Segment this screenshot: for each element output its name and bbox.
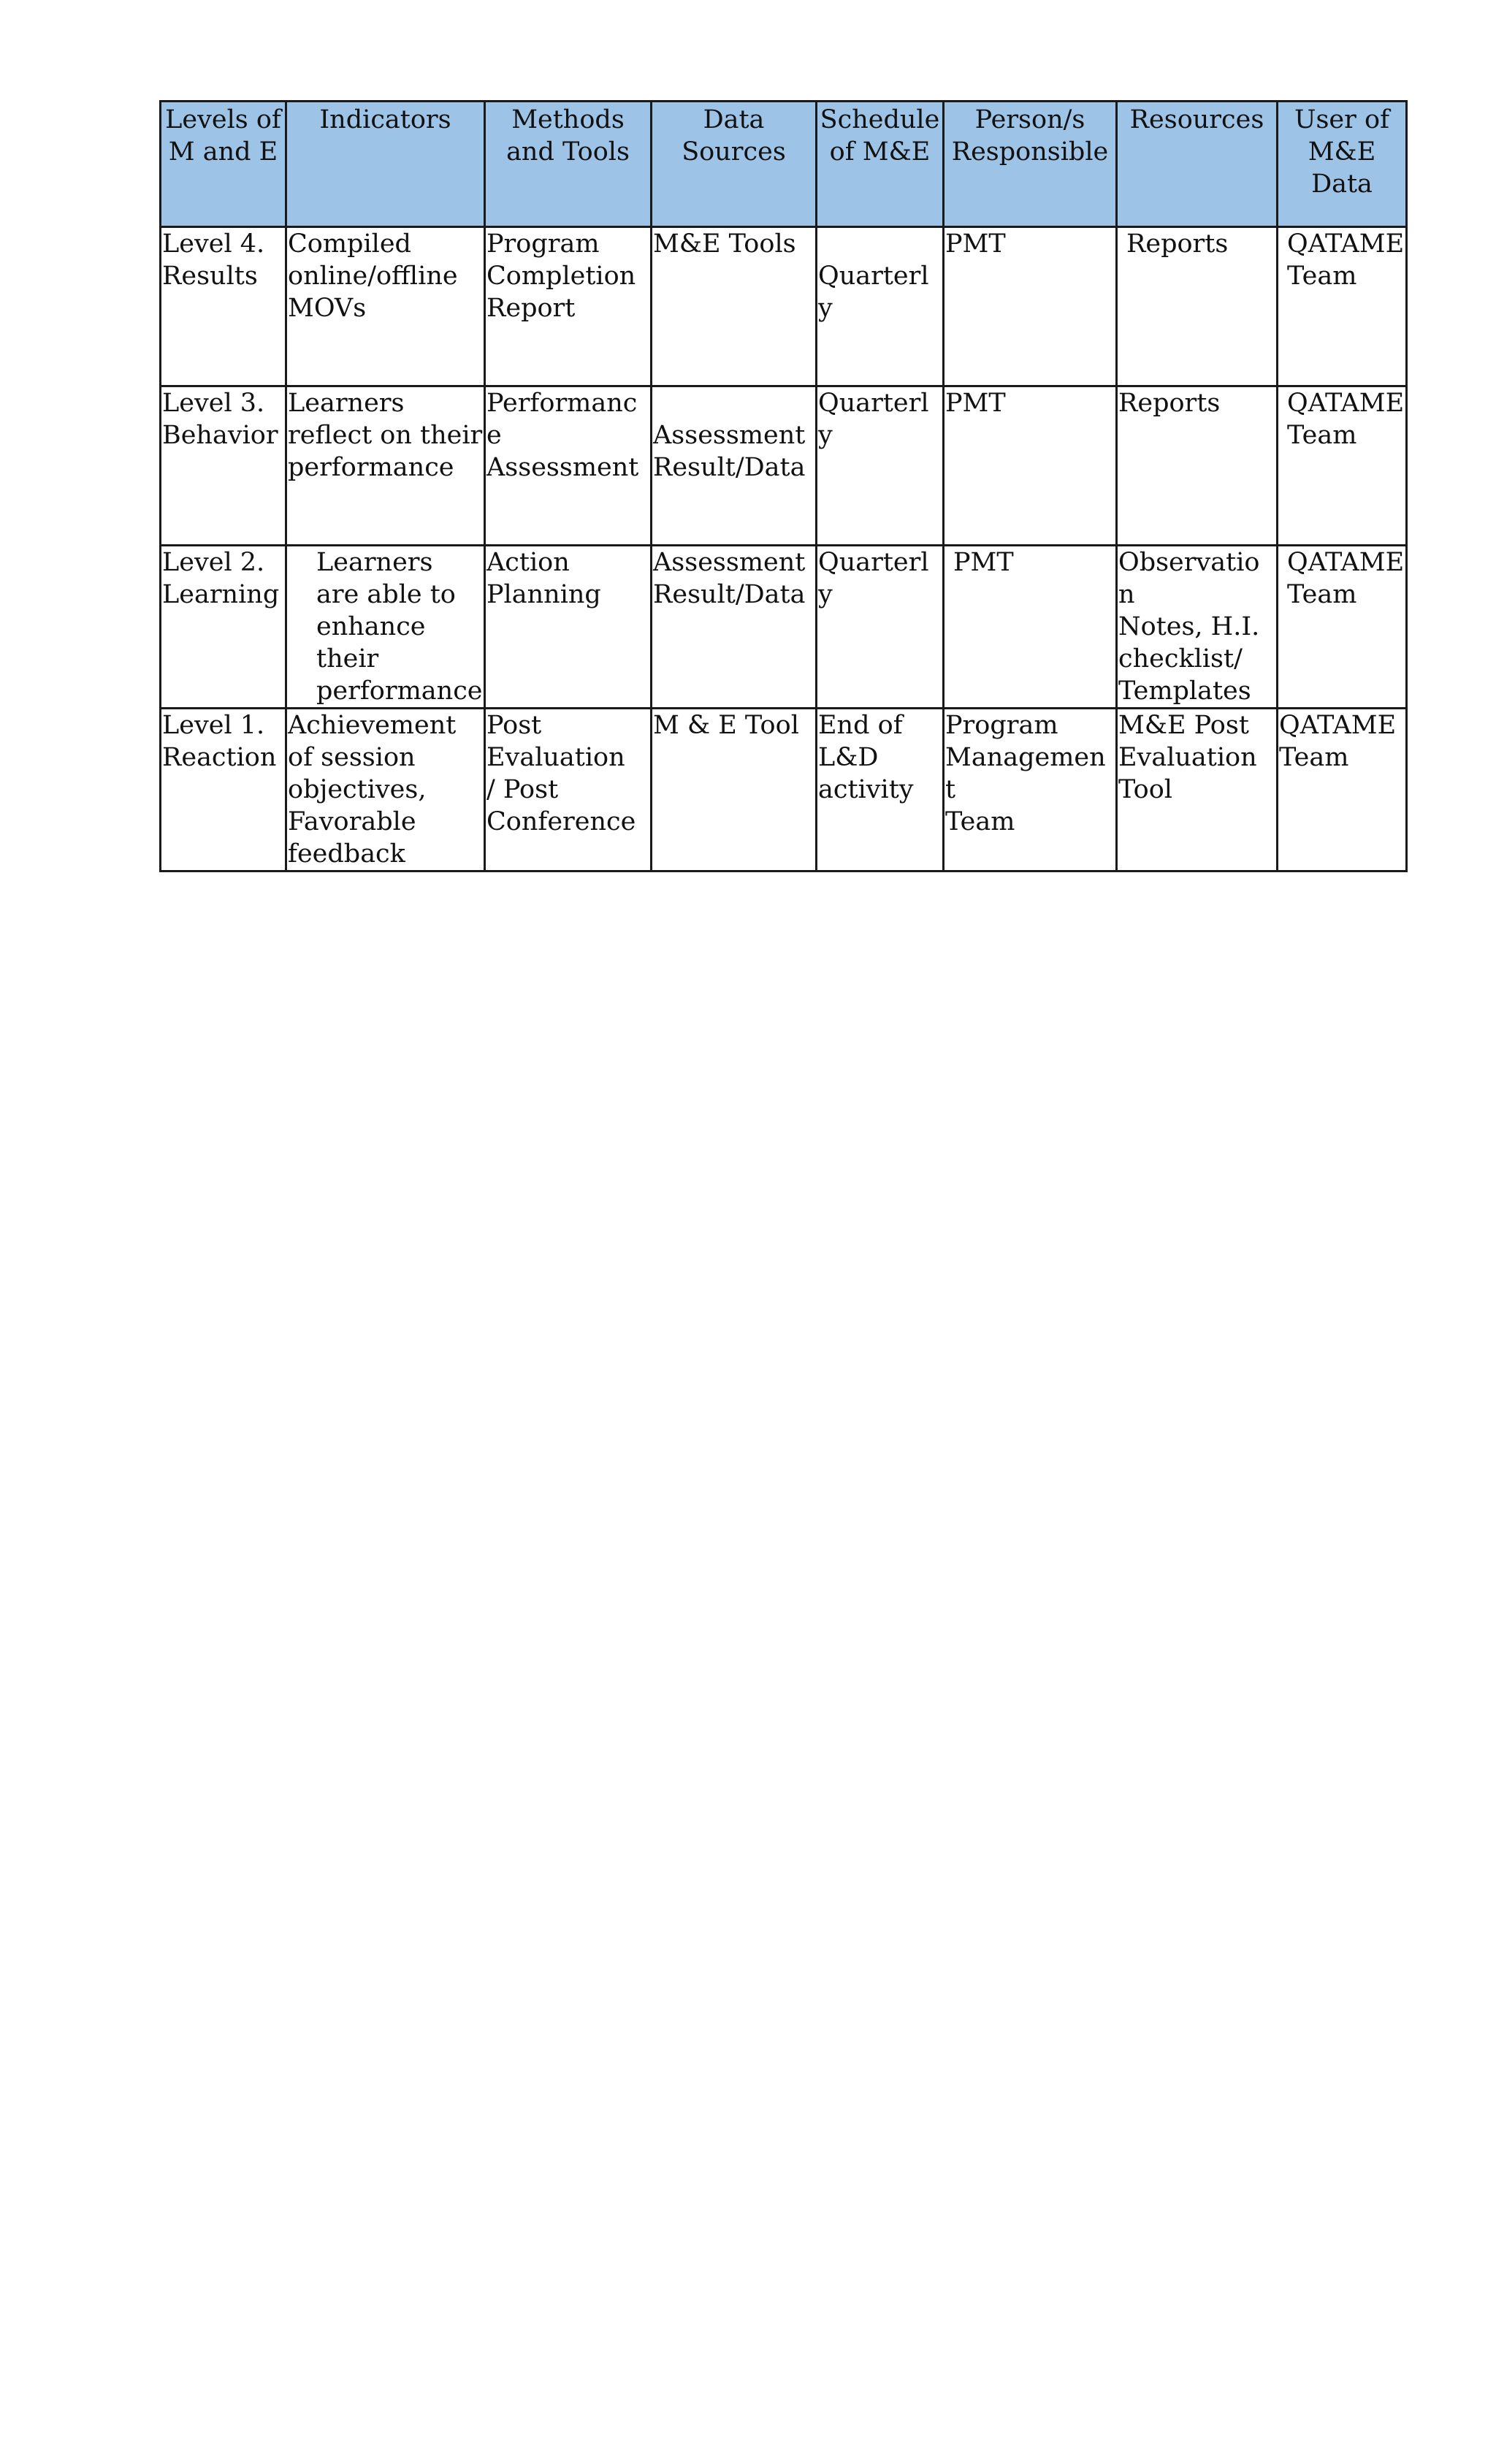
cell-user: QATAME Team <box>1278 386 1407 546</box>
cell-sources: M & E Tool <box>652 709 817 871</box>
cell-user: QATAME Team <box>1278 709 1407 871</box>
cell-user: QATAME Team <box>1278 546 1407 709</box>
header-person-responsible: Person/s Responsible <box>944 102 1117 227</box>
header-methods-tools: Methods and Tools <box>485 102 652 227</box>
cell-resources: M&E Post Evaluation Tool <box>1117 709 1278 871</box>
cell-schedule: Quarterly <box>817 546 944 709</box>
cell-responsible: PMT <box>944 386 1117 546</box>
cell-schedule: End of L&D activity <box>817 709 944 871</box>
cell-methods: Performance Assessment <box>485 386 652 546</box>
cell-indicators: Compiled online/offline MOVs <box>286 227 485 386</box>
cell-schedule: Quarterly <box>817 386 944 546</box>
cell-indicators: Learners are able to enhance their performance <box>286 546 485 709</box>
cell-responsible: PMT <box>944 227 1117 386</box>
cell-level: Level 2. Learning <box>161 546 286 709</box>
cell-methods: Post Evaluation / Post Conference <box>485 709 652 871</box>
header-user-data: User of M&E Data <box>1278 102 1407 227</box>
table-row <box>161 386 1407 546</box>
cell-sources: Assessment Result/Data <box>652 546 817 709</box>
cell-resources: Reports <box>1117 227 1278 386</box>
cell-schedule: Quarterly <box>817 227 944 386</box>
cell-level: Level 4. Results <box>161 227 286 386</box>
table-row <box>161 227 1407 386</box>
cell-user: QATAME Team <box>1278 227 1407 386</box>
cell-methods: Program Completion Report <box>485 227 652 386</box>
header-data-sources: Data Sources <box>652 102 817 227</box>
cell-level: Level 3. Behavior <box>161 386 286 546</box>
table-row <box>161 709 1407 871</box>
cell-methods: Action Planning <box>485 546 652 709</box>
table-row <box>161 546 1407 709</box>
cell-responsible: Program Management Team <box>944 709 1117 871</box>
header-resources: Resources <box>1117 102 1278 227</box>
cell-sources: Assessment Result/Data <box>652 386 817 546</box>
header-schedule: Schedule of M&E <box>817 102 944 227</box>
cell-level: Level 1. Reaction <box>161 709 286 871</box>
header-indicators: Indicators <box>286 102 485 227</box>
cell-resources: Reports <box>1117 386 1278 546</box>
table-header-row <box>161 102 1407 227</box>
cell-indicators: Achievement of session objectives, Favorable feedback <box>286 709 485 871</box>
header-levels: Levels of M and E <box>161 102 286 227</box>
cell-responsible: PMT <box>944 546 1117 709</box>
monitoring-evaluation-table <box>159 100 1408 872</box>
cell-indicators: Learners reflect on their performance <box>286 386 485 546</box>
cell-resources: Observation Notes, H.I. checklist/ Templates <box>1117 546 1278 709</box>
cell-sources: M&E Tools <box>652 227 817 386</box>
